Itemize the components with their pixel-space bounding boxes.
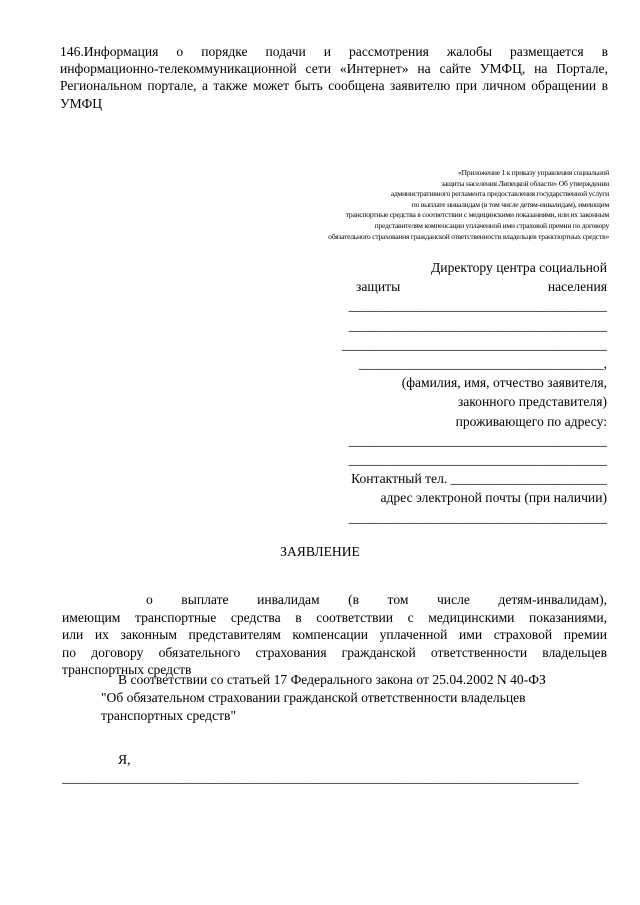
email-field[interactable]: ______________________________________: [348, 509, 607, 525]
document-title: ЗАЯВЛЕНИЕ: [280, 544, 360, 559]
appendix-line: обязательного страхования гражданской ответственности владельцев транспортных средств»: [328, 231, 609, 241]
appendix-line: представителям компенсации уплаченной ими страховой премии по договору: [374, 220, 609, 230]
appendix-line: административного регламента предоставления государственной услуги: [390, 189, 609, 199]
subject-line: имеющим транспортные средства в соответствии с медицинскими показаниями,: [62, 609, 607, 625]
section-146-line: УМФЦ: [60, 95, 103, 111]
email-label: адрес электроной почты (при наличии): [380, 490, 607, 506]
subject-line: о выплате инвалидам (в том числе детям-инвалидам),: [146, 592, 607, 607]
law-reference: [62, 671, 607, 725]
blank-line[interactable]: ____________________________________,: [358, 356, 607, 372]
addressee-block: [300, 258, 607, 527]
addressee-note: законного представителя): [457, 394, 607, 410]
subject-paragraph: [62, 591, 607, 679]
blank-line[interactable]: ______________________________________: [348, 317, 607, 333]
applicant-name-field[interactable]: ____________________________________________________________________________: [62, 770, 579, 785]
blank-line[interactable]: ______________________________________: [348, 298, 607, 314]
section-146-paragraph: [60, 43, 608, 112]
addressee-director: Директору центра социальной: [431, 260, 607, 275]
section-146-line: 146.Информация о порядке подачи и рассмотрения жалобы размещается в: [60, 44, 608, 59]
addressee-note: (фамилия, имя, отчество заявителя,: [401, 375, 607, 391]
blank-line[interactable]: ______________________________________: [348, 452, 607, 468]
section-146-line: информационно-телекоммуникационной сети «Интернет» на сайте УМФЦ, на Портале,: [60, 61, 608, 77]
subject-line: транспортных средств: [62, 662, 192, 678]
blank-line[interactable]: ______________________________________: [348, 432, 607, 448]
appendix-header: [229, 168, 609, 242]
addressee-department: [300, 277, 607, 296]
subject-line: или их законным представителям компенсации уплаченной ими страховой премии: [62, 627, 607, 643]
applicant-label: Я,: [118, 752, 131, 767]
phone-field[interactable]: Контактный тел. _______________________: [351, 471, 607, 487]
subject-line: по договору обязательного страхования гражданской ответственности владельцев: [62, 644, 607, 660]
law-line: транспортных средств": [101, 708, 237, 723]
appendix-line: транспортные средства в соответствии с медицинскими показаниями, или их законным: [345, 210, 609, 220]
blank-line[interactable]: _______________________________________: [341, 336, 607, 352]
addressee-word: защиты: [356, 279, 401, 295]
law-line: "Об обязательном страховании гражданской ответственности владельцев: [101, 690, 526, 705]
section-146-line: Региональном портале, а также может быть сообщена заявителю при личном обращении в: [60, 78, 608, 94]
appendix-line: «Приложение 1 к приказу управления социальной: [458, 168, 609, 177]
appendix-line: по выплате инвалидам (в том числе детям-инвалидам), имеющим: [411, 199, 609, 209]
addressee-note: проживающего по адресу:: [455, 413, 607, 429]
appendix-line: защиты населения Липецкой области» Об утверждении: [441, 178, 609, 188]
addressee-word: населения: [547, 279, 607, 295]
law-line: В соответствии со статьей 17 Федерального закона от 25.04.2002 N 40-ФЗ: [118, 672, 546, 687]
